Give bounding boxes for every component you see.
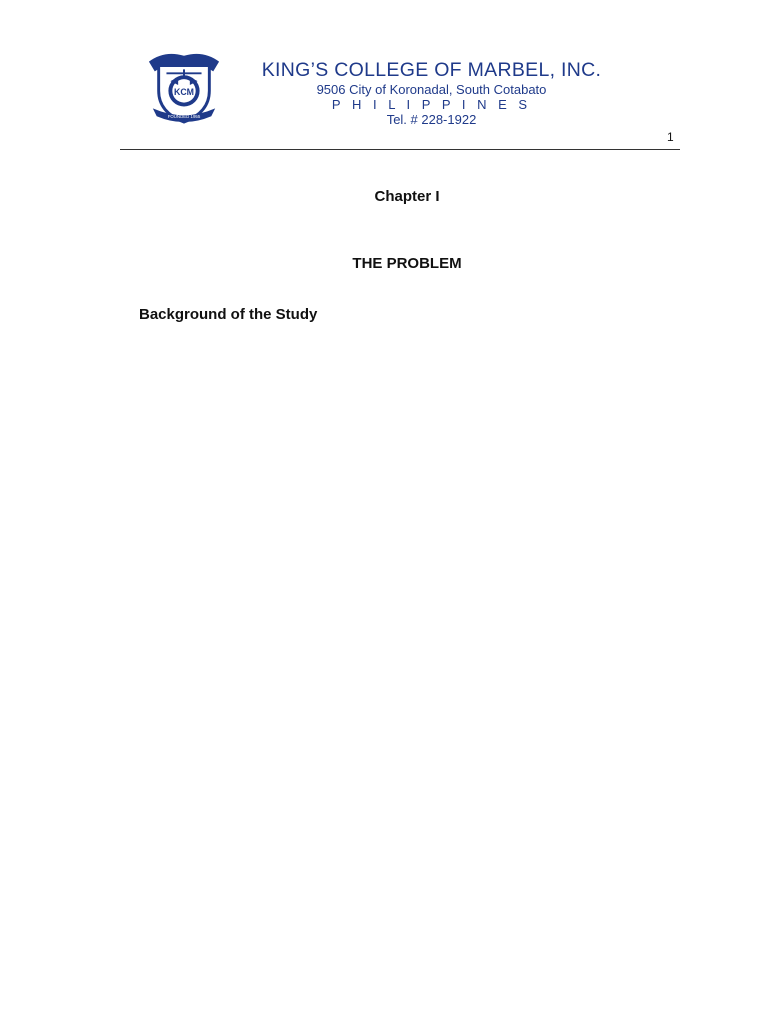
seal-monogram: KCM xyxy=(174,86,194,97)
organization-telephone: Tel. # 228-1922 xyxy=(386,112,477,127)
organization-address: 9506 City of Koronadal, South Cotabato xyxy=(316,82,547,97)
header-divider xyxy=(120,149,680,150)
page-number: 1 xyxy=(667,130,674,144)
seal-founded-ribbon: FOUNDED 1955 xyxy=(167,114,201,120)
organization-country: P H I L I P P I N E S xyxy=(331,97,532,112)
section-heading: Background of the Study xyxy=(139,306,318,323)
body-text xyxy=(139,347,674,352)
chapter-label: Chapter I xyxy=(374,188,440,205)
letterhead xyxy=(0,0,768,152)
chapter-title: THE PROBLEM xyxy=(352,255,462,272)
organization-name: KING’S COLLEGE OF MARBEL, INC. xyxy=(261,59,602,81)
